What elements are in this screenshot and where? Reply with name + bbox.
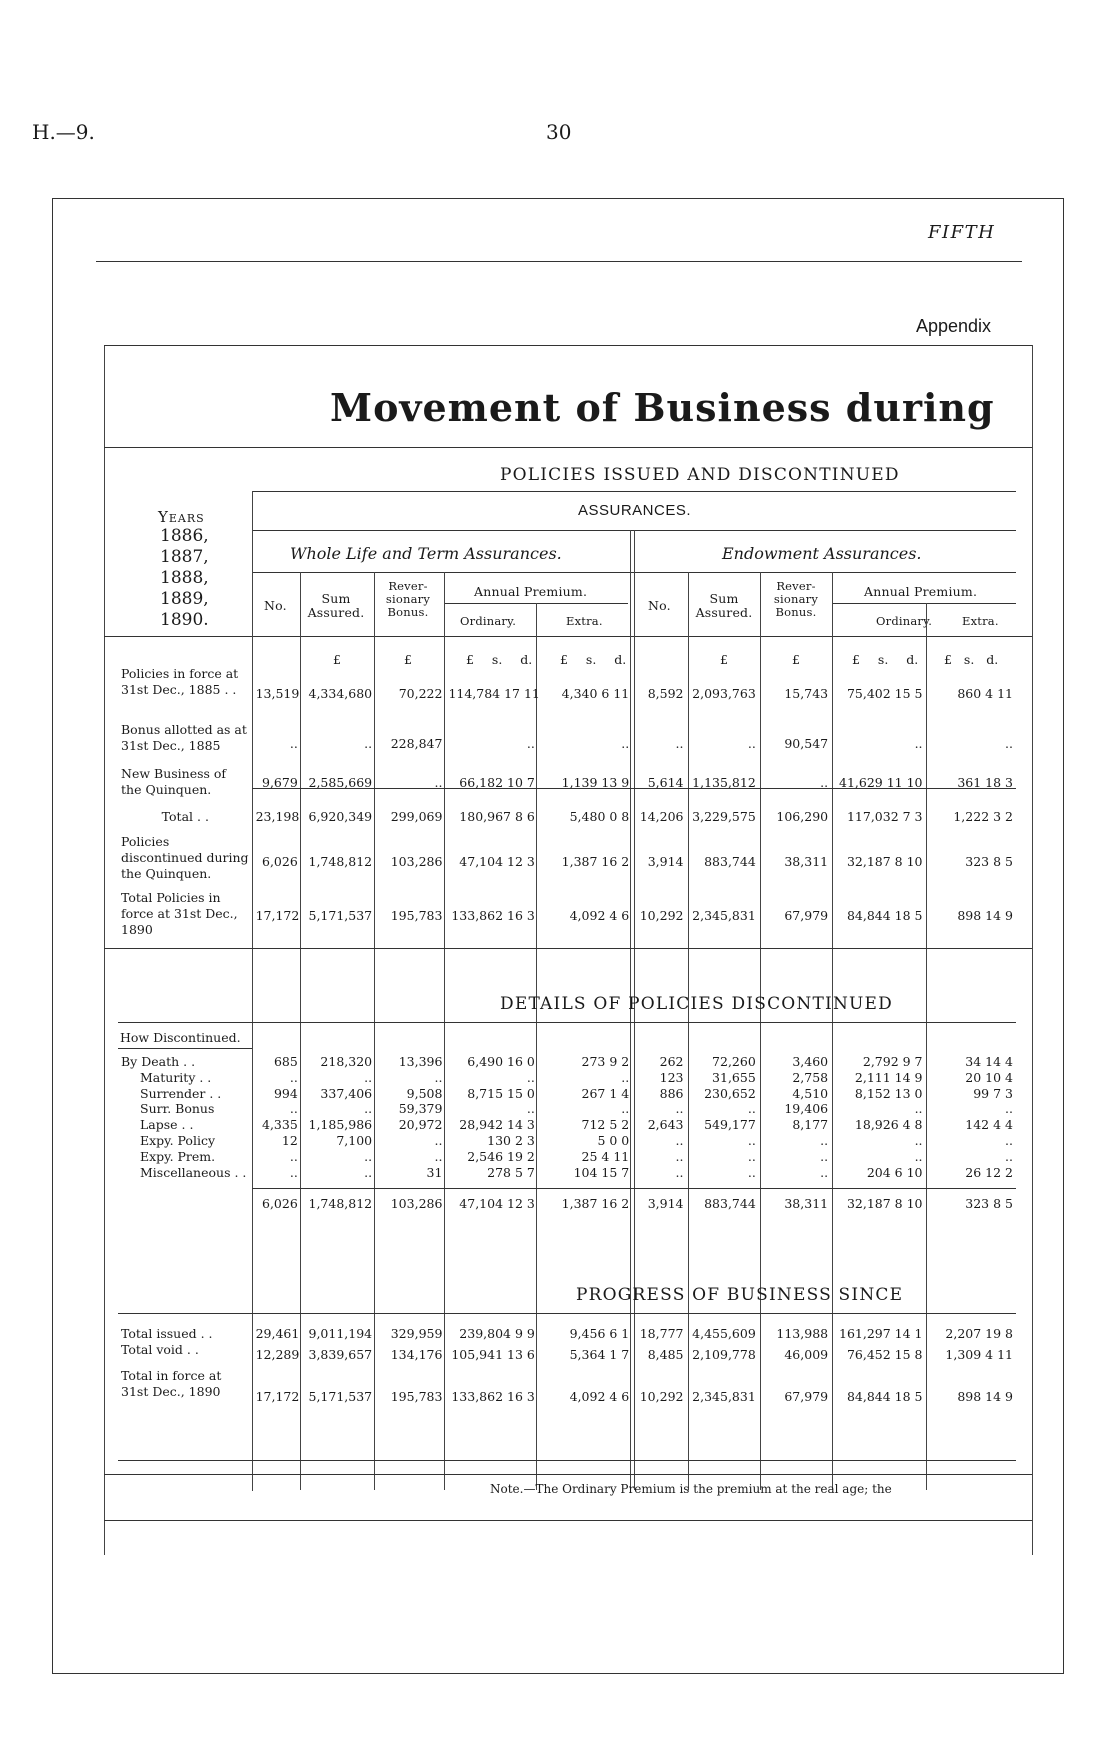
main-rows-cell: 6,920,349 bbox=[308, 809, 373, 825]
currency-en-ordinary: £ s. d. bbox=[852, 652, 919, 667]
section-rule bbox=[252, 491, 1016, 492]
details-rows-cell: 19,406 bbox=[784, 1101, 829, 1117]
main-rows-cell: 1,222 3 2 bbox=[953, 809, 1013, 825]
details-total-cell: 47,104 12 3 bbox=[459, 1196, 535, 1211]
progress-rows-cell: 29,461 bbox=[255, 1326, 300, 1342]
details-rows-cell: .. bbox=[364, 1148, 373, 1164]
details-rows-cell: .. bbox=[675, 1164, 684, 1180]
details-rows-cell: 8,152 13 0 bbox=[854, 1085, 923, 1101]
progress-rows-cell: 4,092 4 6 bbox=[569, 1389, 630, 1405]
endowment-header: Endowment Assurances. bbox=[722, 544, 922, 563]
main-rows-cell: 106,290 bbox=[776, 809, 829, 825]
details-rows-cell: 123 bbox=[659, 1069, 684, 1085]
currency-en-extra: £ s. d. bbox=[944, 652, 999, 667]
progress-rows-cell: 84,844 18 5 bbox=[846, 1389, 923, 1405]
en-ordinary-header: Ordinary. bbox=[876, 614, 933, 628]
main-rows-cell: 228,847 bbox=[390, 736, 443, 752]
title-rule bbox=[104, 447, 1032, 448]
currency-bonus: £ bbox=[404, 652, 412, 667]
details-rows-cell: .. bbox=[914, 1132, 923, 1148]
progress-rows-cell: 105,941 13 6 bbox=[451, 1347, 535, 1363]
details-rows-cell: .. bbox=[675, 1101, 684, 1117]
progress-rows-cell: 2,345,831 bbox=[692, 1389, 756, 1405]
main-rows-cell: 17,172 bbox=[255, 908, 300, 924]
main-rows-cell: .. bbox=[434, 775, 443, 791]
main-rows-cell: 103,286 bbox=[390, 854, 443, 870]
main-rows-cell: 3,914 bbox=[647, 854, 684, 870]
main-rows-cell: 4,334,680 bbox=[308, 686, 373, 702]
wl-ordinary-header: Ordinary. bbox=[460, 614, 517, 628]
details-total-cell: 1,387 16 2 bbox=[561, 1196, 630, 1211]
main-rows-cell: 4,092 4 6 bbox=[569, 908, 630, 924]
details-rows-cell: 20 10 4 bbox=[965, 1069, 1013, 1085]
main-table-body bbox=[118, 666, 1016, 942]
main-rows-row bbox=[118, 722, 1016, 766]
main-rows-cell: .. bbox=[1005, 736, 1013, 752]
main-rows-cell: .. bbox=[914, 736, 923, 752]
details-rows-row-label: By Death . . bbox=[121, 1054, 196, 1069]
details-rows-cell: 104 15 7 bbox=[573, 1164, 630, 1180]
progress-rows-cell: 133,862 16 3 bbox=[451, 1389, 535, 1405]
progress-rows-cell: 195,783 bbox=[390, 1389, 443, 1405]
details-rows-row bbox=[118, 1070, 1016, 1086]
currency-extra: £ s. d. bbox=[560, 652, 627, 667]
main-rows-cell: 2,093,763 bbox=[692, 686, 756, 702]
main-rows-cell: 2,345,831 bbox=[692, 908, 756, 924]
details-rows-cell: 262 bbox=[659, 1054, 684, 1069]
progress-rows-cell: 10,292 bbox=[639, 1389, 684, 1405]
details-rows-cell: .. bbox=[526, 1101, 535, 1117]
progress-rows-cell: 239,804 9 9 bbox=[459, 1326, 535, 1342]
progress-rows-cell: 9,011,194 bbox=[308, 1326, 373, 1342]
en-no-header: No. bbox=[648, 598, 671, 613]
main-rows-row-label: Policies discontinued during the Quinquen. bbox=[121, 834, 249, 881]
main-rows-cell: 10,292 bbox=[639, 908, 684, 924]
details-total-cell: 883,744 bbox=[704, 1196, 756, 1211]
main-rows-cell: 898 14 9 bbox=[957, 908, 1013, 924]
details-rows-cell: .. bbox=[289, 1101, 298, 1117]
details-rows-cell: .. bbox=[364, 1101, 373, 1117]
main-rows-row bbox=[118, 800, 1016, 834]
details-rows-cell: .. bbox=[820, 1148, 829, 1164]
main-rows-cell: 23,198 bbox=[255, 809, 300, 825]
details-rows-cell: 5 0 0 bbox=[597, 1132, 630, 1148]
main-rows-cell: 299,069 bbox=[390, 809, 443, 825]
details-table-body bbox=[118, 1054, 1016, 1180]
details-rows-cell: 28,942 14 3 bbox=[459, 1117, 535, 1133]
currency-en-bonus: £ bbox=[792, 652, 800, 667]
progress-title: PROGRESS OF BUSINESS SINCE bbox=[576, 1285, 904, 1305]
details-rows-cell: 26 12 2 bbox=[965, 1164, 1013, 1180]
total-rule-top bbox=[252, 788, 1016, 789]
details-rows-cell: 2,111 14 9 bbox=[854, 1069, 923, 1085]
details-total-cell: 6,026 bbox=[262, 1196, 298, 1211]
details-rows-cell: 267 1 4 bbox=[581, 1085, 630, 1101]
details-rows-cell: .. bbox=[914, 1101, 923, 1117]
main-rows-cell: 361 18 3 bbox=[957, 775, 1013, 791]
main-rows-cell: 133,862 16 3 bbox=[451, 908, 535, 924]
progress-rows-cell: 18,777 bbox=[639, 1326, 684, 1342]
main-rows-row-label: Bonus allotted as at 31st Dec., 1885 bbox=[121, 722, 247, 753]
main-rows-cell: 114,784 17 11 bbox=[448, 686, 540, 702]
details-total-cell: 1,748,812 bbox=[308, 1196, 373, 1211]
main-rows-cell: .. bbox=[820, 775, 829, 791]
wl-extra-header: Extra. bbox=[566, 614, 603, 628]
details-rows-row bbox=[118, 1133, 1016, 1149]
details-total-cell: 38,311 bbox=[784, 1196, 829, 1211]
progress-table bbox=[118, 1326, 1016, 1426]
progress-rows-cell: 4,455,609 bbox=[692, 1326, 756, 1342]
details-rows-cell: 6,490 16 0 bbox=[467, 1054, 535, 1069]
appendix-rule bbox=[104, 345, 1032, 346]
main-rows-cell: 47,104 12 3 bbox=[459, 854, 535, 870]
main-rows-cell: 8,592 bbox=[647, 686, 684, 702]
section-title: POLICIES ISSUED AND DISCONTINUED bbox=[500, 465, 900, 485]
main-rows-row-label: Total . . bbox=[161, 809, 209, 825]
progress-rows-cell: 1,309 4 11 bbox=[945, 1347, 1013, 1363]
details-rows-cell: .. bbox=[820, 1132, 829, 1148]
details-rows-cell: 685 bbox=[273, 1054, 298, 1069]
main-rows-row-label: New Business of the Quinquen. bbox=[121, 766, 227, 797]
details-rows-cell: .. bbox=[621, 1069, 630, 1085]
main-rows-cell: 1,387 16 2 bbox=[561, 854, 630, 870]
currency-en-sum: £ bbox=[720, 652, 728, 667]
en-premium-header: Annual Premium. bbox=[864, 584, 978, 599]
details-rows-cell: 18,926 4 8 bbox=[854, 1117, 923, 1133]
details-rows-row-label: Expy. Prem. bbox=[140, 1148, 216, 1164]
progress-rows-cell: 898 14 9 bbox=[957, 1389, 1013, 1405]
main-rows-cell: 195,783 bbox=[390, 908, 443, 924]
details-rows-cell: 3,460 bbox=[792, 1054, 829, 1069]
en-premium-rule bbox=[832, 603, 1016, 604]
details-rows-cell: 886 bbox=[659, 1085, 684, 1101]
progress-rows-row-label: Total void . . bbox=[121, 1342, 199, 1357]
details-rows-cell: 7,100 bbox=[336, 1132, 373, 1148]
details-table bbox=[118, 1054, 1016, 1180]
details-rows-cell: .. bbox=[1005, 1132, 1013, 1148]
main-rows-cell: 1,748,812 bbox=[308, 854, 373, 870]
details-total-cell: 103,286 bbox=[390, 1196, 443, 1211]
details-rows-cell: 549,177 bbox=[704, 1117, 756, 1133]
progress-rows-cell: 134,176 bbox=[390, 1347, 443, 1363]
progress-table-body bbox=[118, 1326, 1016, 1426]
main-rows-cell: .. bbox=[675, 736, 684, 752]
details-rows-cell: .. bbox=[914, 1148, 923, 1164]
main-rows-cell: .. bbox=[526, 736, 535, 752]
details-total-spacer bbox=[118, 1196, 253, 1212]
main-rows-cell: 5,614 bbox=[647, 775, 684, 791]
progress-rows-row-label: Total issued . . bbox=[121, 1326, 213, 1341]
main-rows-cell: 1,135,812 bbox=[692, 775, 756, 791]
details-rows-cell: 994 bbox=[273, 1085, 298, 1101]
details-title-rule bbox=[118, 1022, 1016, 1023]
details-rows-row-label: Surr. Bonus bbox=[140, 1101, 215, 1117]
main-table-bottom-rule bbox=[104, 948, 1032, 949]
progress-rows-row-label: Total in force at 31st Dec., 1890 bbox=[121, 1368, 222, 1399]
details-rows-cell: 278 5 7 bbox=[487, 1164, 535, 1180]
main-rows-row bbox=[118, 834, 1016, 890]
details-rows-cell: 99 7 3 bbox=[973, 1085, 1013, 1101]
details-rows-cell: .. bbox=[675, 1132, 684, 1148]
details-rows-cell: .. bbox=[434, 1069, 443, 1085]
details-rows-cell: 218,320 bbox=[320, 1054, 373, 1069]
details-rows-cell: .. bbox=[1005, 1148, 1013, 1164]
details-rows-row bbox=[118, 1086, 1016, 1102]
main-rows-row-label: Policies in force at 31st Dec., 1885 . . bbox=[121, 666, 239, 697]
main-rows-cell: 4,340 6 11 bbox=[561, 686, 630, 702]
details-rows-cell: 13,396 bbox=[398, 1054, 443, 1069]
details-rows-cell: 337,406 bbox=[320, 1085, 373, 1101]
progress-rows-cell: 67,979 bbox=[784, 1389, 829, 1405]
details-rows-cell: 20,972 bbox=[398, 1117, 443, 1133]
progress-rows-cell: 3,839,657 bbox=[308, 1347, 373, 1363]
main-rows-cell: 14,206 bbox=[639, 809, 684, 825]
details-total-table bbox=[118, 1196, 1016, 1212]
main-rows-cell: 32,187 8 10 bbox=[846, 854, 923, 870]
wl-sum-header: Sum Assured. bbox=[307, 591, 365, 620]
details-rows-row bbox=[118, 1054, 1016, 1070]
main-rows-cell: 1,139 13 9 bbox=[561, 775, 630, 791]
progress-rows-cell: 12,289 bbox=[255, 1347, 300, 1363]
column-header-rule bbox=[104, 636, 1032, 637]
main-rows-cell: 15,743 bbox=[784, 686, 829, 702]
progress-rows-cell: 8,485 bbox=[647, 1347, 684, 1363]
details-total-cell: 323 8 5 bbox=[965, 1196, 1013, 1211]
main-rows-cell: 860 4 11 bbox=[957, 686, 1013, 702]
details-rows-cell: .. bbox=[621, 1101, 630, 1117]
details-rows-cell: 2,546 19 2 bbox=[467, 1148, 535, 1164]
main-rows-cell: 9,679 bbox=[262, 775, 298, 791]
details-title: DETAILS OF POLICIES DISCONTINUED bbox=[500, 994, 893, 1014]
progress-rows-cell: 46,009 bbox=[784, 1347, 829, 1363]
details-rows-cell: .. bbox=[364, 1069, 373, 1085]
details-rows-row-label: Surrender . . bbox=[140, 1085, 222, 1101]
inner-bottom-rule bbox=[104, 1520, 1032, 1521]
main-rows-cell: 323 8 5 bbox=[965, 854, 1013, 870]
main-rows-row bbox=[118, 666, 1016, 722]
main-rows-cell: 3,229,575 bbox=[692, 809, 756, 825]
progress-rows-cell: 5,171,537 bbox=[308, 1389, 373, 1405]
details-rows-row-label: Miscellaneous . . bbox=[140, 1164, 247, 1180]
wl-no-header: No. bbox=[264, 598, 287, 613]
details-total-cell: 3,914 bbox=[647, 1196, 684, 1211]
main-table bbox=[118, 666, 1016, 942]
progress-rows-cell: 17,172 bbox=[255, 1389, 300, 1405]
main-rows-row-label: Total Policies in force at 31st Dec., 1890 bbox=[121, 890, 238, 937]
part-rule bbox=[96, 261, 1022, 262]
details-rows-row bbox=[118, 1149, 1016, 1165]
details-rows-cell: 12 bbox=[281, 1132, 298, 1148]
en-bonus-header: Rever-sionary Bonus. bbox=[773, 579, 819, 619]
progress-rows-cell: 2,109,778 bbox=[692, 1347, 756, 1363]
footnote: Note.—The Ordinary Premium is the premium at the real age; the bbox=[490, 1482, 892, 1496]
part-label: FIFTH bbox=[928, 222, 996, 243]
details-rows-row-label: Lapse . . bbox=[140, 1117, 194, 1133]
details-rows-cell: 34 14 4 bbox=[965, 1054, 1013, 1069]
details-rows-cell: .. bbox=[747, 1164, 756, 1180]
main-rows-cell: 84,844 18 5 bbox=[846, 908, 923, 924]
main-rows-cell: 38,311 bbox=[784, 854, 829, 870]
details-rows-cell: 204 6 10 bbox=[866, 1164, 923, 1180]
main-rows-cell: 41,629 11 10 bbox=[839, 775, 923, 791]
progress-rows-row bbox=[118, 1326, 1016, 1342]
details-rows-cell: 31,655 bbox=[712, 1069, 756, 1085]
main-rows-cell: 2,585,669 bbox=[308, 775, 373, 791]
progress-rows-cell: 113,988 bbox=[776, 1326, 829, 1342]
details-rows-cell: .. bbox=[526, 1069, 535, 1085]
main-rows-cell: .. bbox=[289, 736, 298, 752]
year-1887: 1887, bbox=[160, 547, 209, 567]
details-rows-cell: .. bbox=[675, 1148, 684, 1164]
page-title: Movement of Business during bbox=[330, 385, 995, 430]
main-rows-cell: 883,744 bbox=[704, 854, 756, 870]
details-rows-cell: 2,643 bbox=[647, 1117, 684, 1133]
details-rows-cell: 31 bbox=[426, 1164, 443, 1180]
details-rows-cell: 59,379 bbox=[398, 1101, 443, 1117]
main-rows-cell: 90,547 bbox=[784, 736, 829, 752]
details-rows-cell: 1,185,986 bbox=[308, 1117, 373, 1133]
inner-left-rule bbox=[104, 345, 105, 1555]
progress-rows-cell: 329,959 bbox=[390, 1326, 443, 1342]
details-rows-cell: .. bbox=[820, 1164, 829, 1180]
progress-title-rule bbox=[118, 1313, 1016, 1314]
details-rows-cell: .. bbox=[289, 1164, 298, 1180]
details-rows-cell: 2,758 bbox=[792, 1069, 829, 1085]
main-rows-cell: .. bbox=[747, 736, 756, 752]
main-rows-cell: .. bbox=[621, 736, 630, 752]
en-extra-header: Extra. bbox=[962, 614, 999, 628]
main-rows-cell: 5,480 0 8 bbox=[569, 809, 630, 825]
note-rule bbox=[104, 1474, 1032, 1475]
page-number: 30 bbox=[546, 120, 572, 144]
details-rows-cell: .. bbox=[747, 1148, 756, 1164]
how-discontinued-label: How Discontinued. bbox=[120, 1030, 241, 1045]
details-rows-cell: 25 4 11 bbox=[581, 1148, 630, 1164]
details-rows-cell: 142 4 4 bbox=[965, 1117, 1013, 1133]
details-rows-cell: 72,260 bbox=[712, 1054, 756, 1069]
details-rows-cell: 4,510 bbox=[792, 1085, 829, 1101]
details-rows-cell: 273 9 2 bbox=[581, 1054, 630, 1069]
year-1889: 1889, bbox=[160, 589, 209, 609]
main-rows-row bbox=[118, 766, 1016, 800]
year-1886: 1886, bbox=[160, 526, 209, 546]
progress-rows-cell: 76,452 15 8 bbox=[846, 1347, 923, 1363]
progress-rows-row bbox=[118, 1342, 1016, 1368]
progress-bottom-rule bbox=[118, 1460, 1016, 1461]
details-rows-row-label: Maturity . . bbox=[140, 1069, 212, 1085]
details-total-rule bbox=[252, 1188, 1016, 1189]
appendix-label: Appendix bbox=[916, 316, 992, 336]
details-rows-cell: 4,335 bbox=[262, 1117, 298, 1133]
details-rows-cell: 230,652 bbox=[704, 1085, 756, 1101]
details-rows-cell: .. bbox=[364, 1164, 373, 1180]
details-rows-cell: 9,508 bbox=[406, 1085, 443, 1101]
details-rows-row bbox=[118, 1165, 1016, 1181]
main-rows-cell: 67,979 bbox=[784, 908, 829, 924]
how-discontinued-rule bbox=[118, 1048, 252, 1049]
details-rows-cell: .. bbox=[434, 1148, 443, 1164]
details-rows-cell: .. bbox=[1005, 1101, 1013, 1117]
progress-rows-cell: 5,364 1 7 bbox=[569, 1347, 630, 1363]
progress-rows-cell: 2,207 19 8 bbox=[945, 1326, 1013, 1342]
details-rows-row-label: Expy. Policy bbox=[140, 1132, 216, 1148]
details-rows-cell: .. bbox=[289, 1148, 298, 1164]
main-rows-row bbox=[118, 890, 1016, 942]
main-rows-cell: 66,182 10 7 bbox=[459, 775, 535, 791]
details-rows-cell: 712 5 2 bbox=[581, 1117, 630, 1133]
page-ref: H.—9. bbox=[32, 120, 95, 144]
details-total-cell: 32,187 8 10 bbox=[846, 1196, 923, 1211]
year-1890: 1890. bbox=[160, 610, 209, 630]
wl-premium-header: Annual Premium. bbox=[474, 584, 588, 599]
main-rows-cell: 13,519 bbox=[255, 686, 300, 702]
currency-sum: £ bbox=[333, 652, 341, 667]
main-rows-cell: 70,222 bbox=[398, 686, 443, 702]
assurances-label: ASSURANCES. bbox=[578, 502, 692, 519]
details-rows-cell: .. bbox=[747, 1132, 756, 1148]
details-rows-cell: 8,177 bbox=[792, 1117, 829, 1133]
details-rows-row bbox=[118, 1101, 1016, 1117]
year-list bbox=[160, 526, 209, 631]
main-rows-cell: 5,171,537 bbox=[308, 908, 373, 924]
details-rows-row bbox=[118, 1117, 1016, 1133]
details-rows-cell: 8,715 15 0 bbox=[467, 1085, 535, 1101]
progress-rows-cell: 9,456 6 1 bbox=[569, 1326, 630, 1342]
whole-life-header: Whole Life and Term Assurances. bbox=[290, 544, 562, 563]
years-label: Years bbox=[158, 508, 205, 526]
en-sum-header: Sum Assured. bbox=[695, 591, 753, 620]
wl-bonus-header: Rever-sionary Bonus. bbox=[385, 579, 431, 619]
progress-rows-cell: 161,297 14 1 bbox=[839, 1326, 923, 1342]
main-rows-cell: .. bbox=[364, 736, 373, 752]
progress-rows-row bbox=[118, 1368, 1016, 1426]
details-total-row bbox=[118, 1196, 1016, 1212]
details-rows-cell: .. bbox=[289, 1069, 298, 1085]
main-rows-cell: 180,967 8 6 bbox=[459, 809, 535, 825]
main-rows-cell: 75,402 15 5 bbox=[846, 686, 923, 702]
details-rows-cell: 130 2 3 bbox=[487, 1132, 535, 1148]
main-rows-cell: 117,032 7 3 bbox=[846, 809, 923, 825]
year-1888: 1888, bbox=[160, 568, 209, 588]
details-rows-cell: .. bbox=[434, 1132, 443, 1148]
main-rows-cell: 6,026 bbox=[262, 854, 298, 870]
inner-right-rule bbox=[1032, 345, 1033, 1555]
currency-ordinary: £ s. d. bbox=[466, 652, 533, 667]
details-rows-cell: .. bbox=[747, 1101, 756, 1117]
details-rows-cell: 2,792 9 7 bbox=[862, 1054, 923, 1069]
